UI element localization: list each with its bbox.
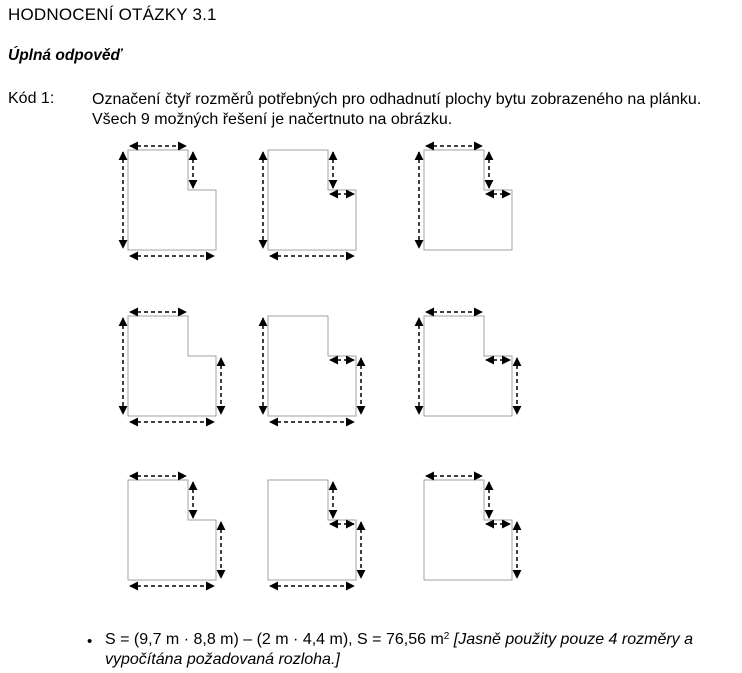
floor-plan-outline-9 (424, 480, 512, 580)
floor-plan-outline-3 (424, 150, 512, 250)
answer-formula: S = (9,7 m · 8,8 m) – (2 m · 4,4 m), S = 76,56 m (105, 631, 444, 648)
answer-text (105, 630, 735, 670)
floor-plan-outline-6 (424, 316, 512, 416)
answer-note: [Jasně použity pouze 4 rozměry a vypočítána požadovaná rozloha.] (105, 631, 694, 668)
section-title: Úplná odpověď (8, 47, 122, 64)
floor-plan-outline-8 (268, 480, 356, 580)
page-title: HODNOCENÍ OTÁZKY 3.1 (8, 5, 217, 24)
code-description: Označení čtyř rozměrů potřebných pro odhadnutí plochy bytu zobrazeného na plánku. Všech 9 možných řešení je načertnuto na obrázku. (92, 91, 702, 128)
floor-plan-outline-5 (268, 316, 356, 416)
floor-plan-outline-2 (268, 150, 356, 250)
answer-bullet: • (87, 633, 93, 650)
code-label: Kód 1: (8, 90, 55, 107)
floor-plan-variants-figure (0, 140, 742, 600)
floor-plan-outline-7 (128, 480, 216, 580)
answer-exponent: 2 (443, 631, 450, 642)
floor-plan-outline-1 (128, 150, 216, 250)
floor-plan-outline-4 (128, 316, 216, 416)
